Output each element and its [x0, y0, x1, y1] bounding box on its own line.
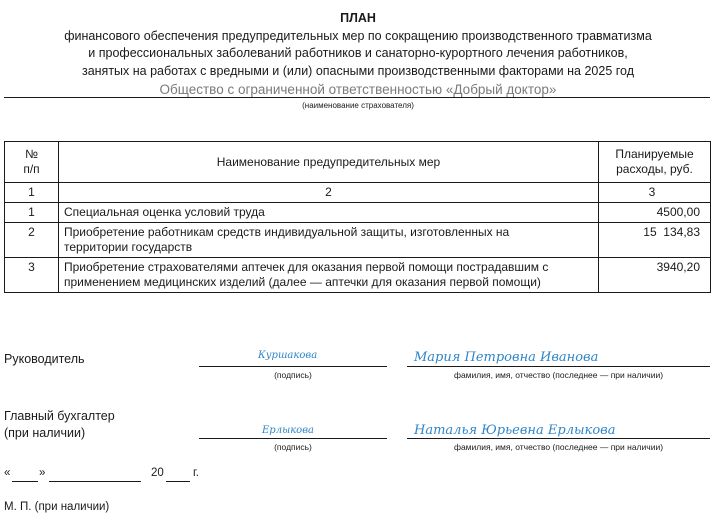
- header-name: [59, 142, 599, 183]
- accountant-label: Главный бухгалтер: [4, 409, 115, 423]
- row-name: Приобретение работникам средств индивидуальной защиты, изготовленных на территории государств: [59, 223, 599, 258]
- index-cell: 3: [599, 183, 711, 203]
- table-index-row: [5, 183, 711, 203]
- date-year-line: [166, 481, 190, 482]
- row-sum: 4500,00: [599, 203, 711, 223]
- table-row: [5, 258, 711, 293]
- header-name-text: Наименование предупредительных мер: [216, 154, 441, 169]
- head-signature-caption: (подпись): [274, 370, 312, 380]
- head-signature-line: [199, 366, 387, 367]
- index-cell: 2: [59, 183, 599, 203]
- table-header-row: [5, 142, 711, 183]
- table-row: [5, 203, 711, 223]
- organization-name: Общество с ограниченной ответственностью «Добрый доктор»: [159, 82, 557, 97]
- index-cell: 1: [5, 183, 59, 203]
- document-title: ПЛАН: [340, 11, 376, 25]
- date-close-quote: »: [39, 467, 46, 479]
- head-name-line: [407, 366, 710, 367]
- title-line-3: занятых на работах с вредными и (или) опасными производственными факторами на 2025 год: [81, 64, 635, 78]
- row-name: Специальная оценка условий труда: [59, 203, 599, 223]
- organization-caption: (наименование страхователя): [302, 101, 414, 110]
- row-sum: 3940,20: [599, 258, 711, 293]
- stamp-place: М. П. (при наличии): [4, 501, 110, 513]
- row-name: Приобретение страхователями аптечек для оказания первой помощи пострадавшим с применением медицинских изделий (далее — аптечки для оказания первой помощи): [59, 258, 599, 293]
- table-row: [5, 223, 711, 258]
- row-num: 1: [5, 203, 59, 223]
- header-num-text: № п/п: [23, 147, 40, 176]
- accountant-signature-line: [199, 438, 387, 439]
- accountant-name-line: [407, 438, 710, 439]
- accountant-label-note: (при наличии): [4, 426, 86, 440]
- header-sum: [599, 142, 711, 183]
- title-line-1: финансового обеспечения предупредительных мер по сокращению производственного травматизма: [64, 29, 652, 43]
- head-signature: Куршакова: [258, 350, 318, 361]
- head-name-caption: фамилия, имя, отчество (последнее — при наличии): [453, 370, 664, 380]
- row-sum: 15 134,83: [599, 223, 711, 258]
- accountant-full-name: Наталья Юрьевна Ерлыкова: [414, 423, 616, 438]
- date-open-quote: «: [4, 467, 11, 479]
- title-line-2: и профессиональных заболеваний работников и санаторно-курортного лечения работников,: [88, 46, 628, 60]
- row-num: 3: [5, 258, 59, 293]
- measures-table: [4, 141, 711, 293]
- date-month-line: [49, 481, 141, 482]
- header-num: [5, 142, 59, 183]
- head-label: Руководитель: [4, 352, 85, 366]
- accountant-signature-caption: (подпись): [274, 442, 312, 452]
- date-day-line: [12, 481, 38, 482]
- organization-underline: [4, 97, 710, 98]
- accountant-name-caption: фамилия, имя, отчество (последнее — при наличии): [453, 442, 664, 452]
- date-year-prefix: 20: [151, 467, 164, 479]
- accountant-signature: Ерлыкова: [262, 425, 314, 436]
- date-year-suffix: г.: [193, 467, 199, 479]
- head-full-name: Мария Петровна Иванова: [414, 350, 599, 365]
- row-num: 2: [5, 223, 59, 258]
- header-sum-text: Планируемые расходы, руб.: [615, 147, 694, 176]
